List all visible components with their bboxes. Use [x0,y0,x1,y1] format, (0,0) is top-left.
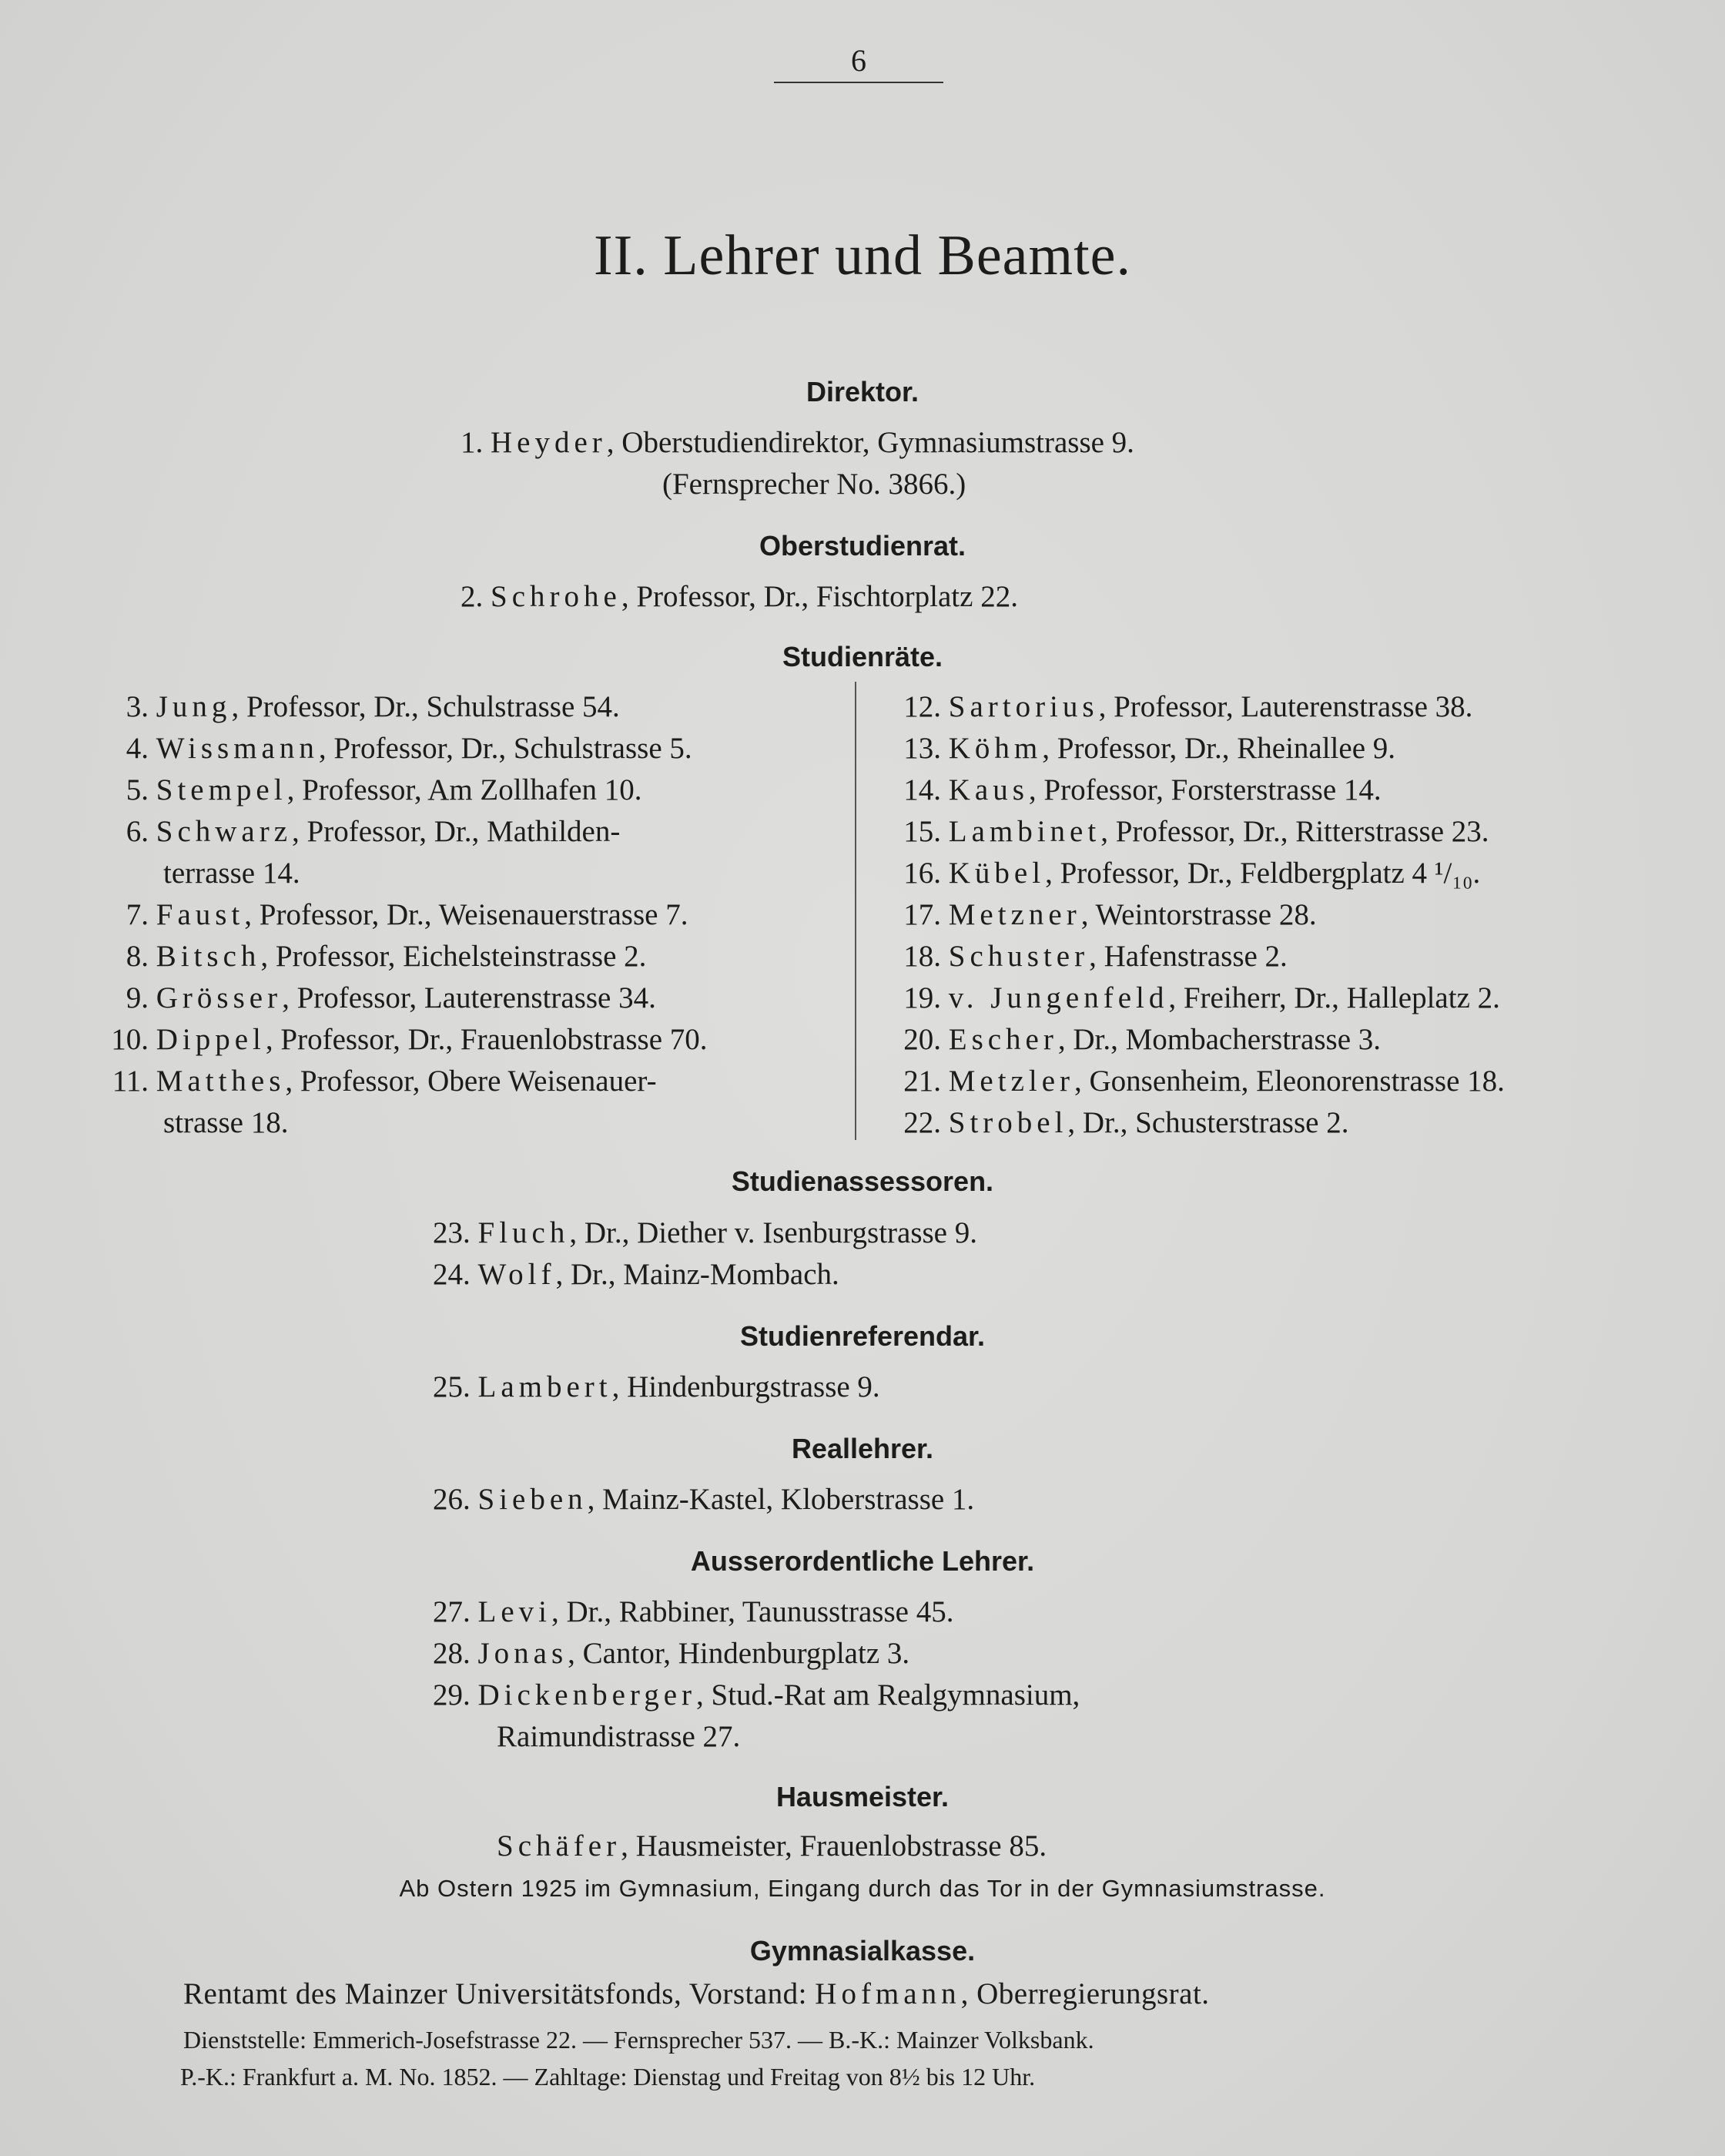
studienrat-entry [95,897,688,932]
entry-direktor [461,425,1134,460]
entry-name: Lambinet [948,815,1101,848]
entry-name: Metzler [948,1065,1075,1098]
entry-number: 29. [433,1678,471,1712]
entry-number: 28. [433,1637,471,1670]
entry-name: Kaus [948,773,1029,806]
studienrat-entry [887,773,1382,807]
gk-text-b: , Oberregierungsrat. [960,1977,1210,2010]
studienrat-entry [95,939,646,974]
heading-oberstudienrat: Oberstudienrat. [759,530,966,562]
heading-studienassessoren: Studienassessoren. [731,1165,994,1197]
entry-name: Strobel [948,1106,1068,1139]
entry-oberstudienrat [461,579,1018,614]
hausmeister-note: Ab Ostern 1925 im Gymnasium, Eingang durch das Tor in der Gymnasiumstrasse. [399,1875,1326,1902]
entry-continuation: terrasse 14. [163,857,300,890]
entry-name: Bitsch [156,940,261,973]
entry-text: , Professor, Dr., Fischtorplatz 22. [621,580,1018,613]
entry-text: , Cantor, Hindenburgplatz 3. [568,1637,910,1670]
entry-name: Schrohe [491,580,621,613]
studienrat-entry [95,814,620,849]
entry-text: , Professor, Dr., Feldbergplatz 4 ¹/₁₀. [1045,857,1481,890]
entry-name: Sieben [477,1483,588,1516]
gymnasialkasse-line-3: P.-K.: Frankfurt a. M. No. 1852. — Zahltage: Dienstag und Freitag von 8½ bis 12 Uhr. [180,2063,1036,2091]
entry-name: Stempel [156,773,287,806]
entry-text: , Gonsenheim, Eleonorenstrasse 18. [1074,1065,1505,1098]
entry-number: 20. [903,1023,941,1056]
entry-number: 27. [433,1595,471,1628]
entry-number: 24. [433,1258,471,1291]
page-number: 6 [774,42,943,83]
entry-text: , Dr., Mombacherstrasse 3. [1057,1023,1382,1056]
entry-text: , Dr., Diether v. Isenburgstrasse 9. [569,1216,977,1249]
entry-name: Schuster [948,940,1090,973]
entry-studienreferendar [433,1370,880,1404]
entry-number: 18. [903,940,941,973]
entry-studienassessor [433,1215,977,1250]
gymnasialkasse-line-1 [183,1977,1210,2011]
studienrat-entry [887,939,1288,974]
entry-name: Lambert [477,1370,612,1403]
studienrat-entry [95,1064,657,1098]
entry-text: , Professor, Dr., Weisenauerstrasse 7. [244,898,688,931]
entry-text: , Professor, Dr., Rheinallee 9. [1042,732,1396,765]
entry-number: 25. [433,1370,471,1403]
studienrat-entry [887,689,1472,724]
studienrat-entry [887,897,1317,932]
studienrat-entry [887,731,1395,766]
entry-number: 8. [126,940,149,973]
entry-name: Heyder [491,426,607,459]
entry-name: Köhm [948,732,1043,765]
entry-text: , Professor, Obere Weisenauer- [285,1065,657,1098]
heading-direktor: Direktor. [806,376,919,407]
entry-name: Grösser [156,981,283,1014]
gk-text-a: Rentamt des Mainzer Universitätsfonds, Vorstand: [183,1977,816,2010]
entry-ausserordentlich [433,1678,1080,1712]
entry-number: 3. [126,690,149,723]
entry-number: 22. [903,1106,941,1139]
entry-number: 1. [461,426,484,459]
entry-name: Fluch [477,1216,570,1249]
entry-number: 16. [903,857,941,890]
entry-text: , Hindenburgstrasse 9. [611,1370,880,1403]
entry-text: , Dr., Rabbiner, Taunusstrasse 45. [551,1595,954,1628]
entry-text: , Weintorstrasse 28. [1080,898,1317,931]
entry-studienassessor [433,1257,839,1292]
studienrat-entry [887,1022,1381,1057]
studienrat-entry [887,1105,1348,1140]
entry-text: , Dr., Schusterstrasse 2. [1067,1106,1349,1139]
entry-name: Matthes [156,1065,286,1098]
studienrat-entry [887,981,1500,1015]
entry-name: Jonas [477,1637,568,1670]
studienrat-entry [95,689,620,724]
entry-text: , Dr., Mainz-Mombach. [555,1258,839,1291]
studienrat-entry [95,773,642,807]
entry-number: 4. [126,732,149,765]
entry-text: , Professor, Lauterenstrasse 38. [1098,690,1473,723]
studienrat-entry [887,814,1489,849]
heading-studienraete: Studienräte. [782,641,943,672]
entry-text: , Professor, Dr., Schulstrasse 54. [231,690,620,723]
entry-text: , Freiherr, Dr., Halleplatz 2. [1168,981,1500,1014]
entry-text: , Professor, Lauterenstrasse 34. [282,981,656,1014]
entry-number: 2. [461,580,484,613]
entry-name: Levi [477,1595,551,1628]
entry-number: 17. [903,898,941,931]
heading-reallehrer: Reallehrer. [791,1433,934,1464]
entry-name: Wissmann [156,732,319,765]
gk-name: Hofmann [815,1977,961,2010]
entry-number: 9. [126,981,149,1014]
entry-name: Jung [156,690,232,723]
entry-number: 5. [126,773,149,806]
entry-text: , Professor, Dr., Ritterstrasse 23. [1100,815,1489,848]
entry-name: Schäfer [497,1829,621,1863]
studienrat-entry [887,856,1480,890]
entry-number: 7. [126,898,149,931]
entry-number: 26. [433,1483,471,1516]
entry-number: 21. [903,1065,941,1098]
entry-text: , Professor, Dr., Mathilden- [292,815,621,848]
studienrat-entry [95,1022,708,1057]
entry-number: 12. [903,690,941,723]
entry-text: , Mainz-Kastel, Kloberstrasse 1. [587,1483,975,1516]
heading-gymnasialkasse: Gymnasialkasse. [749,1935,976,1967]
heading-ausserordentliche-lehrer: Ausserordentliche Lehrer. [690,1545,1035,1577]
entry-text: , Hafenstrasse 2. [1089,940,1288,973]
entry-name: Faust [156,898,245,931]
entry-number: 15. [903,815,941,848]
page-title: II. Lehrer und Beamte. [594,224,1131,287]
entry-number: 14. [903,773,941,806]
entry-number: 11. [112,1065,149,1098]
entry-number: 23. [433,1216,471,1249]
entry-text: , Professor, Am Zollhafen 10. [286,773,642,806]
entry-name: Dippel [156,1023,266,1056]
entry-text: , Oberstudiendirektor, Gymnasiumstrasse 9. [606,426,1134,459]
entry-name: Dickenberger [477,1678,697,1712]
entry-hausmeister [497,1829,1047,1863]
entry-name: Kübel [948,857,1046,890]
entry-number: 13. [903,732,941,765]
entry-text: , Professor, Dr., Schulstrasse 5. [318,732,692,765]
studienrat-entry [95,731,692,766]
studienrat-entry [95,981,656,1015]
entry-text: , Professor, Forsterstrasse 14. [1028,773,1382,806]
entry-name: v. Jungenfeld [948,981,1169,1014]
studienrat-entry [887,1064,1505,1098]
entry-name: Wolf [477,1258,556,1291]
entry-name: Escher [948,1023,1058,1056]
entry-text: , Hausmeister, Frauenlobstrasse 85. [621,1829,1047,1863]
heading-hausmeister: Hausmeister. [775,1781,950,1812]
entry-continuation: Raimundistrasse 27. [497,1720,741,1753]
entry-name: Schwarz [156,815,293,848]
entry-continuation: strasse 18. [163,1106,289,1139]
entry-ausserordentlich [433,1594,953,1629]
entry-number: 19. [903,981,941,1014]
entry-number: 10. [111,1023,149,1056]
column-divider [855,682,856,1140]
gymnasialkasse-line-2: Dienststelle: Emmerich-Josefstrasse 22. — Fernsprecher 537. — B.-K.: Mainzer Volksbank. [183,2026,1094,2054]
entry-text: , Professor, Dr., Frauenlobstrasse 70. [265,1023,708,1056]
entry-reallehrer [433,1482,974,1517]
entry-text: , Stud.-Rat am Realgymnasium, [696,1678,1080,1712]
entry-ausserordentlich [433,1636,909,1671]
entry-number: 6. [126,815,149,848]
entry-text: , Professor, Eichelsteinstrasse 2. [260,940,647,973]
heading-studienreferendar: Studienreferendar. [739,1320,986,1352]
entry-name: Sartorius [948,690,1099,723]
entry-name: Metzner [948,898,1081,931]
direktor-phone-note: (Fernsprecher No. 3866.) [662,468,966,501]
